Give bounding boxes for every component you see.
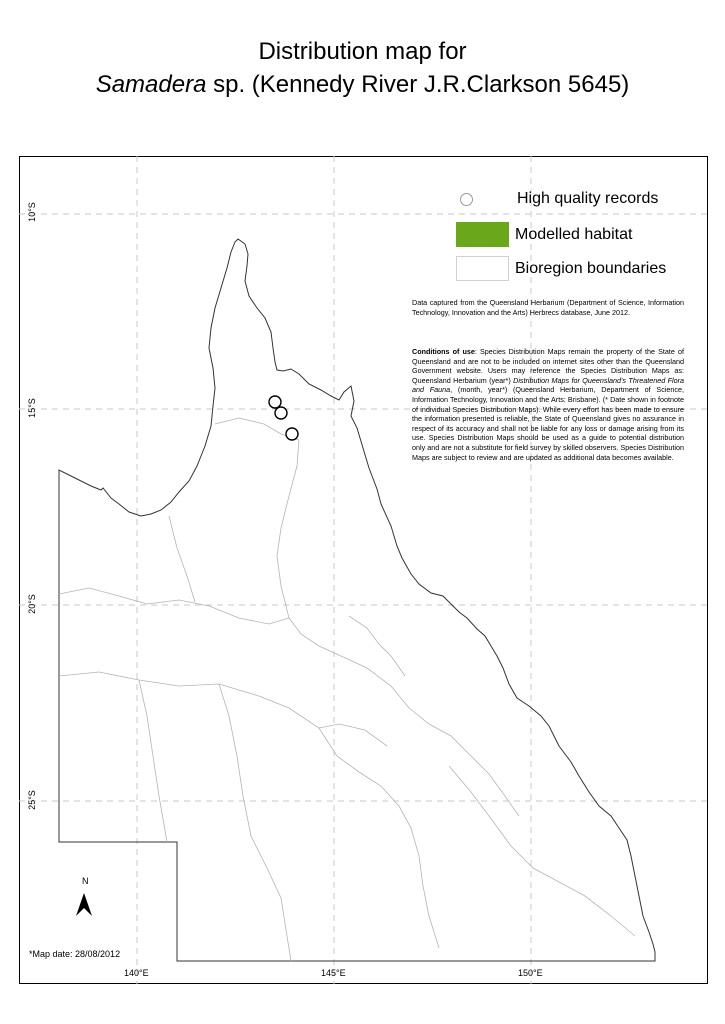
record-point: [275, 407, 287, 419]
record-point: [286, 428, 298, 440]
lon-label: 150°E: [518, 968, 543, 978]
conditions-note: [412, 347, 684, 462]
bioregion-boundaries: [59, 418, 635, 961]
map-title-line1: Distribution map for: [258, 38, 467, 65]
lat-label: 15°S: [26, 398, 37, 418]
legend-habitat: [456, 222, 632, 247]
data-source-note: Data captured from the Queensland Herbarium (Department of Science, Information Technology, Innovation and the Arts) Herbrecs database, June 2012.: [412, 298, 684, 317]
lon-label: 140°E: [124, 968, 149, 978]
record-point: [269, 396, 281, 408]
record-circle-icon: [460, 193, 473, 206]
lat-label: 25°S: [26, 790, 37, 810]
legend-bioregion-label: Bioregion boundaries: [515, 259, 667, 277]
conditions-italic: Distribution Maps for Queensland's Threatened Flora and Fauna: [412, 375, 684, 395]
lat-label: 20°S: [26, 594, 37, 614]
lon-label: 145°E: [321, 968, 346, 978]
legend-records-label: High quality records: [517, 190, 659, 207]
map-title-line2: [0, 70, 725, 100]
legend-records: [460, 190, 658, 208]
north-arrow-icon: [76, 893, 92, 916]
north-arrow: [76, 893, 92, 916]
lat-label: 10°S: [26, 202, 37, 222]
legend-habitat-label: Modelled habitat: [515, 225, 633, 243]
north-label: N: [82, 876, 89, 886]
habitat-swatch: [456, 222, 509, 247]
conditions-text-b: , (month, year*) (Queensland Herbarium, Department of Science, Information Technology, Innovation and the Arts: Brisbane). (* Date shown in footnote of individual Species Distribution Maps). While every effort has been made to ensure the information presented is reliable, the State of Queensland gives no assurance in respect of its accuracy and shall not be liable for any loss or damage arising from its use. Species Distribution Maps should be used as a guide to potential distribution only and are not a substitute for field survey by skilled observers. Species Distribution Maps are subject to review and are updated as additional data becomes available.: [412, 385, 684, 462]
genus-name: Samadera: [95, 71, 207, 98]
map-date: *Map date: 28/08/2012: [29, 949, 121, 959]
conditions-text-a: : Species Distribution Maps remain the property of the State of Queensland and are not to be included on internet sites other than the Queensland Government website. Users may reference the Species Distribution Maps as: Queensland Herbarium (year*): [412, 347, 684, 385]
bioregion-swatch: [456, 256, 509, 281]
conditions-heading: Conditions of use: [412, 347, 475, 356]
record-points: [269, 396, 298, 440]
legend-bioregion: [456, 256, 666, 281]
species-name: sp. (Kennedy River J.R.Clarkson 5645): [206, 71, 630, 98]
